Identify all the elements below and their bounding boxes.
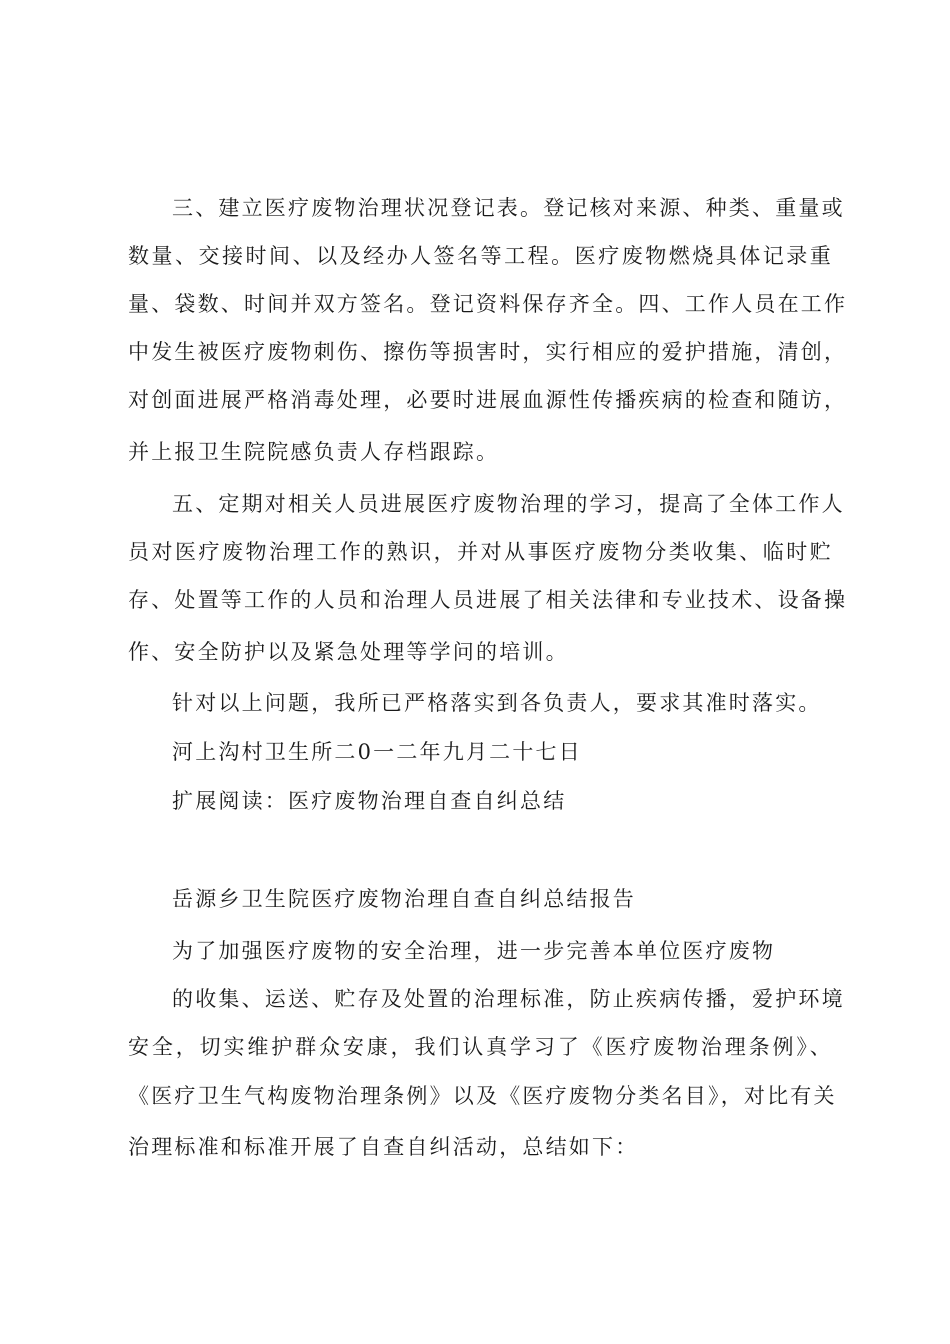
conclusion-text: 针对以上问题，我所已严格落实到各负责人，要求其准时落实。	[172, 691, 822, 715]
intro-line-5: 治理标准和标准开展了自查自纠活动，总结如下：	[128, 1135, 639, 1159]
paragraph-5-line-3: 存、处置等工作的人员和治理人员进展了相关法律和专业技术、设备操	[128, 588, 848, 612]
intro-line-1: 为了加强医疗废物的安全治理，进一步完善本单位医疗废物	[172, 939, 776, 963]
paragraph-3-line-5: 对创面进展严格消毒处理，必要时进展血源性传播疾病的检查和随访，	[128, 388, 848, 412]
intro-line-4: 《医疗卫生气构废物治理条例》以及《医疗废物分类名目》，对比有关	[128, 1084, 837, 1108]
paragraph-3-line-4: 中发生被医疗废物刺伤、擦伤等损害时，实行相应的爱护措施，清创，	[128, 340, 848, 364]
paragraph-3-line-2: 数量、交接时间、以及经办人签名等工程。医疗废物燃烧具体记录重	[128, 244, 833, 268]
paragraph-5-line-2: 员对医疗废物治理工作的熟识，并对从事医疗废物分类收集、临时贮	[128, 540, 833, 564]
extended-reading-heading: 扩展阅读：医疗废物治理自查自纠总结	[172, 789, 567, 813]
paragraph-3-line-1: 三、建立医疗废物治理状况登记表。登记核对来源、种类、重量或	[172, 196, 845, 220]
paragraph-3-line-3: 量、袋数、时间并双方签名。登记资料保存齐全。四、工作人员在工作	[128, 292, 848, 316]
intro-line-3: 安全，切实维护群众安康，我们认真学习了《医疗废物治理条例》、	[128, 1035, 833, 1059]
intro-line-2: 的收集、运送、贮存及处置的治理标准，防止疾病传播，爱护环境	[172, 987, 845, 1011]
report-title: 岳源乡卫生院医疗废物治理自查自纠总结报告	[172, 887, 636, 911]
paragraph-5-line-4: 作、安全防护以及紧急处理等学问的培训。	[128, 640, 569, 664]
paragraph-3-line-6: 并上报卫生院院感负责人存档跟踪。	[128, 440, 500, 464]
paragraph-5-line-1: 五、定期对相关人员进展医疗废物治理的学习，提高了全体工作人	[172, 492, 845, 516]
signature-date: 河上沟村卫生所二0一二年九月二十七日	[172, 740, 582, 764]
